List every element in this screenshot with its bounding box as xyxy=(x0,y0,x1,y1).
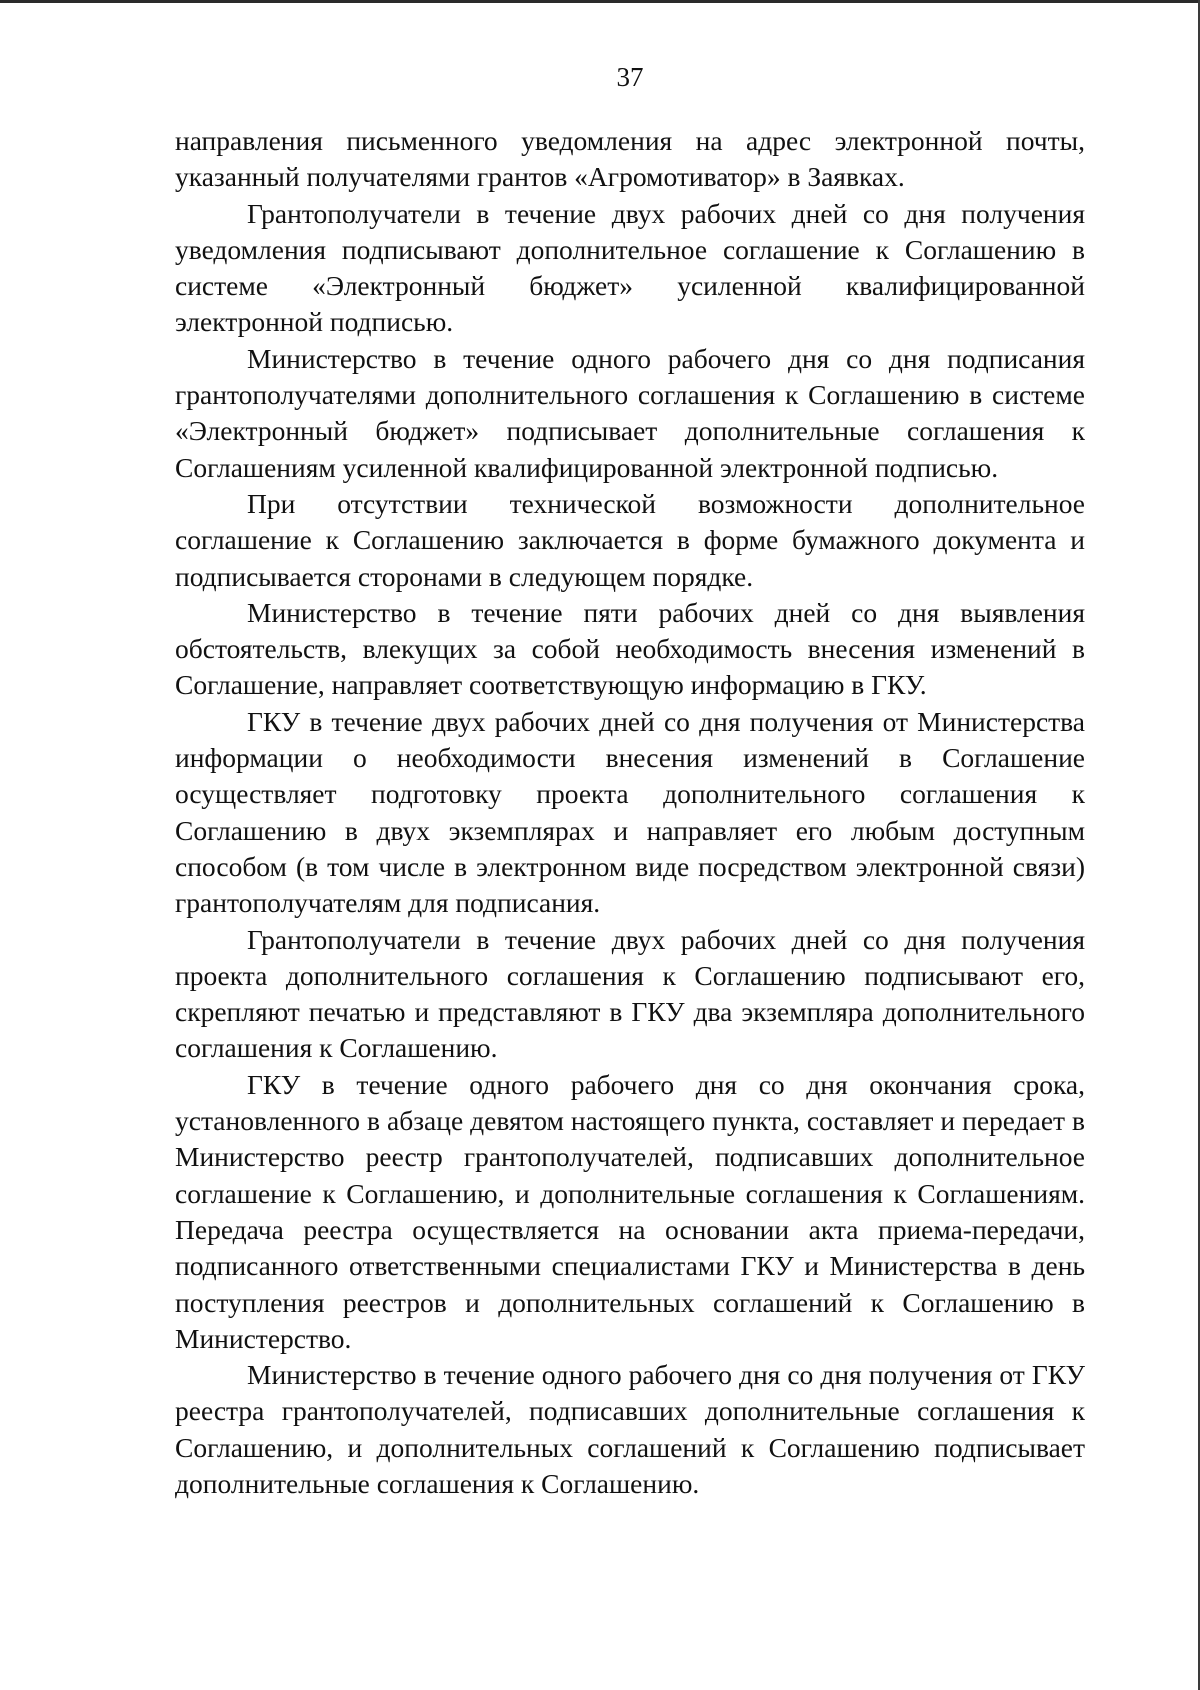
paragraph-signing-by-ministry: Министерство в течение одного рабочего дня со дня подписания грантополучателями дополнительного соглашения к Соглашению в системе «Электронный бюджет» подписывает дополнительные соглашения к Соглашениям усиленной квалифицированной электронной подписью. xyxy=(175,342,1085,483)
paragraph-ministry-notifies-gku: Министерство в течение пяти рабочих дней со дня выявления обстоятельств, влекущих за собой необходимость внесения изменений в Соглашение, направляет соответствующую информацию в ГКУ. xyxy=(175,596,1085,701)
paragraph-recipients-sign-draft: Грантополучатели в течение двух рабочих дней со дня получения проекта дополнительного соглашения к Соглашению подписывают его, скрепляют печатью и представляют в ГКУ два экземпляра дополнительного соглашения к Соглашению. xyxy=(175,923,1085,1064)
page-number: 37 xyxy=(616,62,644,92)
document-body xyxy=(175,123,1085,1502)
paragraph-ministry-final-signing: Министерство в течение одного рабочего дня со дня получения от ГКУ реестра грантополучателей, подписавших дополнительные соглашения к Соглашению, и дополнительных соглашений к Соглашению подписывает дополнительные соглашения к Соглашению. xyxy=(175,1359,1085,1499)
paragraph-gku-prepares-draft: ГКУ в течение двух рабочих дней со дня получения от Министерства информации о необходимости внесения изменений в Соглашение осуществляет подготовку проекта дополнительного соглашения к Соглашению в двух экземплярах и направляет его любым доступным способом (в том числе в электронном виде посредством электронной связи) грантополучателям для подписания. xyxy=(175,705,1085,919)
paragraph-paper-form: При отсутствии технической возможности дополнительное соглашение к Соглашению заключается в форме бумажного документа и подписывается сторонами в следующем порядке. xyxy=(175,487,1085,592)
paragraph-signing-by-recipients: Грантополучатели в течение двух рабочих дней со дня получения уведомления подписывают дополнительное соглашение к Соглашению в системе «Электронный бюджет» усиленной квалифицированной электронной подписью. xyxy=(175,197,1085,338)
paragraph-continuation: направления письменного уведомления на адрес электронной почты, указанный получателями грантов «Агромотиватор» в Заявках. xyxy=(175,125,1085,193)
scan-edge-top xyxy=(0,0,1200,3)
paragraph-gku-registry: ГКУ в течение одного рабочего дня со дня окончания срока, установленного в абзаце девятом настоящего пункта, составляет и передает в Министерство реестр грантополучателей, подписавших дополнительное соглашение к Соглашению, и дополнительные соглашения к Соглашениям. Передача реестра осуществляется на основании акта приема-передачи, подписанного ответственными специалистами ГКУ и Министерства в день поступления реестров и дополнительных соглашений к Соглашению в Министерство. xyxy=(175,1068,1085,1354)
